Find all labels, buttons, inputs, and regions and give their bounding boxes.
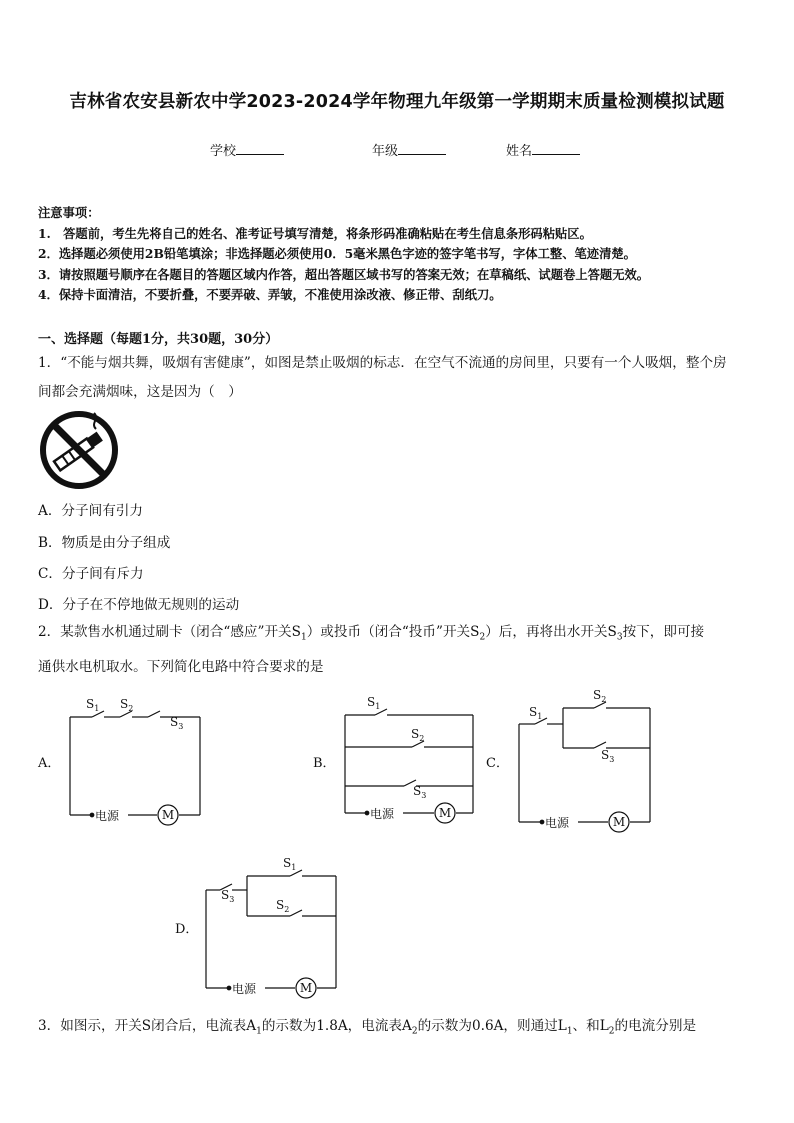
switch-letter: S <box>367 695 376 709</box>
circuit-diagrams <box>0 680 794 1010</box>
notes-block <box>38 203 649 306</box>
q3-text: 、和L <box>572 1018 609 1034</box>
option-label: D． <box>175 922 199 937</box>
q3-text: 如图示，开关S闭合后，电流表A <box>60 1018 257 1034</box>
grade-label: 年级 <box>372 144 399 159</box>
no-smoking-icon <box>38 409 120 491</box>
name-label: 姓名 <box>506 144 533 159</box>
option-label: B． <box>313 756 336 771</box>
svg-text:S2 <box>593 688 606 704</box>
switch-letter: S <box>413 784 422 798</box>
school-label: 学校 <box>210 144 237 159</box>
q2-sub: 1 <box>300 632 307 643</box>
q1-text-line1: “不能与烟共舞，吸烟有害健康”，如图是禁止吸烟的标志．在空气不流通的房间里，只要有一个人吸烟，整个房 <box>60 355 727 371</box>
page-title: 吉林省农安县新农中学2023-2024学年物理九年级第一学期期末质量检测模拟试题 <box>69 92 725 112</box>
question-1 <box>38 349 758 407</box>
school-blank[interactable] <box>236 143 284 155</box>
grade-field[interactable] <box>372 140 446 159</box>
question-3 <box>38 1012 758 1047</box>
name-field[interactable] <box>506 140 580 159</box>
circuit-b[interactable] <box>313 695 473 823</box>
switch-letter: S <box>283 856 292 870</box>
switch-sub: 2 <box>284 905 290 914</box>
q3-text: 的电流分别是 <box>614 1018 697 1034</box>
switch-sub: 2 <box>128 704 134 713</box>
power-label: 电源 <box>232 982 257 996</box>
q2-text: 按下，即可接 <box>622 624 705 640</box>
switch-sub: 1 <box>94 704 100 713</box>
q3-sub: 1 <box>256 1026 262 1037</box>
q1-option-c[interactable]: C．分子间有斥力 <box>38 566 144 582</box>
q1-number: 1． <box>38 355 61 371</box>
school-field[interactable] <box>210 140 284 159</box>
section-heading: 一、选择题（每题1分，共30题，30分） <box>38 332 279 347</box>
svg-text:S2 <box>411 727 424 743</box>
switch-sub: 1 <box>537 712 543 721</box>
q2-text: 某款售水机通过刷卡（闭合“感应”开关S <box>60 624 301 640</box>
q3-sub: 1 <box>566 1026 573 1037</box>
motor-label: M <box>161 808 175 822</box>
q1-text-line2: 间都会充满烟味，这是因为（ ） <box>38 384 242 400</box>
question-2 <box>38 618 758 682</box>
switch-sub: 2 <box>419 734 425 743</box>
note-item: 3．请按照题号顺序在各题目的答题区域内作答，超出答题区域书写的答案无效；在草稿纸、试题卷上答题无效。 <box>38 266 650 282</box>
q3-text: 的示数为0.6A，则通过L <box>417 1018 567 1034</box>
svg-text:S1 <box>283 856 296 872</box>
q2-sub: 2 <box>479 632 486 643</box>
switch-sub: 3 <box>178 722 184 731</box>
q3-sub: 2 <box>411 1026 418 1037</box>
switch-sub: 1 <box>291 863 297 872</box>
option-label: C． <box>486 756 509 771</box>
switch-letter: S <box>170 715 179 729</box>
power-label: 电源 <box>95 809 120 823</box>
option-label: A． <box>38 756 61 771</box>
switch-letter: S <box>120 697 129 711</box>
q2-text: ）或投币（闭合“投币”开关S <box>306 624 480 640</box>
circuit-c[interactable] <box>486 688 650 832</box>
switch-letter: S <box>411 727 420 741</box>
motor-label: M <box>299 981 313 995</box>
motor-label: M <box>612 815 626 829</box>
name-blank[interactable] <box>532 143 580 155</box>
power-label: 电源 <box>545 816 570 830</box>
switch-letter: S <box>601 748 610 762</box>
switch-letter: S <box>221 888 230 902</box>
switch-sub: 1 <box>375 702 381 711</box>
q1-option-b[interactable]: B．物质是由分子组成 <box>38 535 171 551</box>
q2-sub: 3 <box>616 632 623 643</box>
switch-letter: S <box>529 705 538 719</box>
q3-text: 的示数为1.8A，电流表A <box>261 1018 412 1034</box>
motor-label: M <box>438 806 452 820</box>
note-item: 2．选择题必须使用2B铅笔填涂；非选择题必须使用0．5毫米黑色字迹的签字笔书写，字体工整、笔迹清楚。 <box>38 246 636 261</box>
q3-number: 3． <box>38 1018 61 1034</box>
q2-text: ）后，再将出水开关S <box>485 624 617 640</box>
q2-text-line2: 通供水电机取水。下列简化电路中符合要求的是 <box>38 658 324 675</box>
notes-heading: 注意事项： <box>38 205 100 220</box>
q1-option-d[interactable]: D．分子在不停地做无规则的运动 <box>38 597 240 613</box>
switch-letter: S <box>276 898 285 912</box>
circuit-d[interactable] <box>175 856 336 998</box>
svg-text:S2 <box>276 898 289 914</box>
note-item: 1. 答题前，考生先将自己的姓名、准考证号填写清楚，将条形码准确粘贴在考生信息条形码粘贴区。 <box>38 225 592 241</box>
note-item: 4．保持卡面清洁，不要折叠，不要弄破、弄皱，不准使用涂改液、修正带、刮纸刀。 <box>38 287 502 302</box>
switch-sub: 2 <box>601 695 607 704</box>
svg-text:S1 <box>529 705 542 721</box>
switch-sub: 3 <box>609 755 615 764</box>
switch-letter: S <box>593 688 602 702</box>
switch-letter: S <box>86 697 95 711</box>
power-label: 电源 <box>370 807 395 821</box>
circuit-a[interactable] <box>37 697 200 825</box>
q1-option-a[interactable]: A．分子间有引力 <box>38 503 143 519</box>
svg-text:S1 <box>367 695 380 711</box>
q2-number: 2． <box>38 624 61 640</box>
switch-sub: 3 <box>229 895 235 904</box>
grade-blank[interactable] <box>398 143 446 155</box>
svg-text:S3 <box>601 748 614 764</box>
switch-sub: 3 <box>421 791 427 800</box>
q3-sub: 2 <box>608 1026 615 1037</box>
svg-text:S1 <box>86 697 99 713</box>
svg-text:S2 <box>120 697 133 713</box>
